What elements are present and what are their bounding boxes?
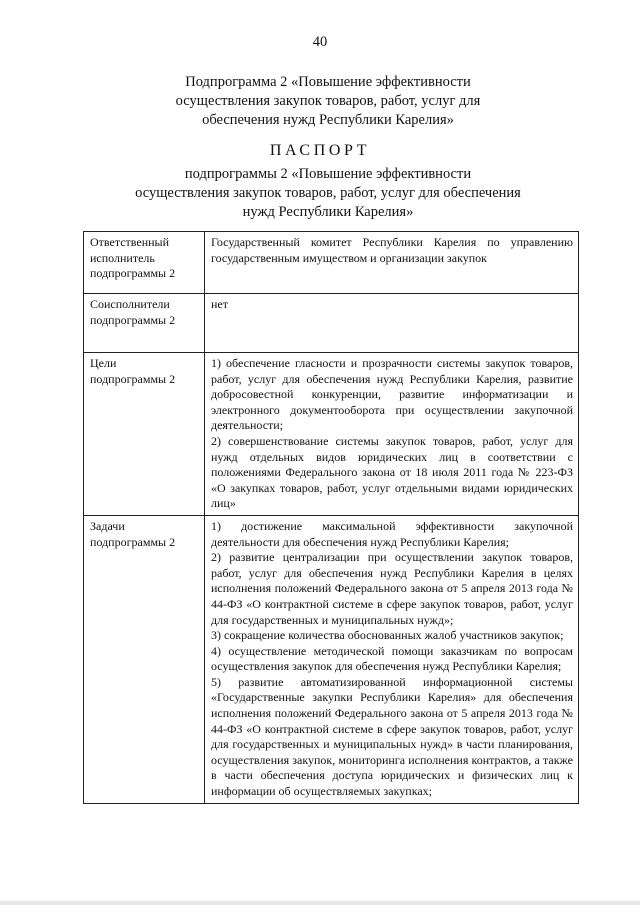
row-paragraph: 5) развитие автоматизированной информационной системы «Государственные закупки Республики Карелия» для обеспечения исполнения положений Федерального закона от 5 апреля 2013 года № 44-ФЗ «О контрактной системе в сфере закупок товаров, работ, услуг для государственных и муниципальных нужд» в части планирования, осуществления закупок, мониторинга исполнения контрактов, а также в части обеспечения доступа юридических и физических лиц к информации об осуществляемых закупках;	[211, 674, 573, 799]
row-value	[205, 353, 579, 516]
row-label-line: подпрограммы 2	[90, 312, 176, 327]
passport-subtitle-line: подпрограммы 2 «Повышение эффективности	[184, 166, 472, 182]
row-value	[205, 515, 579, 803]
row-label-line: подпрограммы 2	[90, 371, 176, 386]
row-value	[205, 232, 579, 294]
row-label	[84, 232, 205, 294]
table-row-tasks	[84, 515, 579, 803]
subprogram-heading-line: осуществления закупок товаров, работ, услуг для	[175, 93, 481, 109]
row-paragraph: нет	[211, 297, 228, 311]
page-number: 40	[312, 34, 328, 50]
table-row-goals	[84, 353, 579, 516]
passport-title: ПАСПОРТ	[269, 142, 371, 159]
row-paragraph: 1) достижение максимальной эффективности закупочной деятельности для обеспечения нужд Республики Карелия;	[211, 518, 573, 549]
row-paragraph: 1) обеспечение гласности и прозрачности системы закупок товаров, работ, услуг для обеспечения нужд Республики Карелия, развитие добросовестной конкуренции, развитие информатизации и электронного документооборота при осуществлении закупочной деятельности;	[211, 356, 573, 433]
row-value	[205, 294, 579, 353]
row-label	[84, 515, 205, 803]
row-paragraph: 3) сокращение количества обоснованных жалоб участников закупок;	[211, 628, 564, 643]
row-paragraph: Государственный комитет Республики Карелия по управлению государственным имуществом и организации закупок	[211, 235, 573, 265]
subprogram-heading	[80, 73, 576, 130]
row-paragraph: 2) совершенствование системы закупок товаров, работ, услуг для нужд отдельных видов юридических лиц в соответствии с положениями Федерального закона от 18 июля 2011 года № 223-ФЗ «О закупках товаров, работ, услуг отдельными видами юридических лиц»	[211, 433, 573, 511]
row-label-line: Соисполнители	[90, 297, 170, 311]
row-label-line: исполнитель	[90, 250, 155, 265]
passport-subtitle-line: нужд Республики Карелия»	[242, 204, 414, 220]
row-label-line: подпрограммы 2	[90, 534, 176, 549]
row-label	[84, 353, 205, 516]
passport-subtitle	[60, 165, 596, 222]
row-paragraph: 4) осуществление методической помощи заказчикам по вопросам осуществления закупок для обеспечения нужд Республики Карелия;	[211, 643, 573, 674]
row-label-line: Ответственный	[90, 235, 170, 249]
table-row-co-executors	[84, 294, 579, 353]
row-paragraph: 2) развитие централизации при осуществлении закупок товаров, работ, услуг для обеспечения нужд Республики Карелия в целях исполнения положений Федерального закона от 5 апреля 2013 года № 44-ФЗ «О контрактной системе в сфере закупок товаров, работ, услуг для государственных и муниципальных нужд»;	[211, 550, 573, 627]
passport-table	[83, 231, 579, 804]
subprogram-heading-line: Подпрограмма 2 «Повышение эффективности	[185, 74, 471, 90]
row-label-line: подпрограммы 2	[90, 266, 176, 281]
scan-edge	[0, 901, 640, 905]
row-label-line: Задачи	[90, 518, 125, 533]
row-label	[84, 294, 205, 353]
table-row-responsible-executor	[84, 232, 579, 294]
subprogram-heading-line: обеспечения нужд Республики Карелия»	[202, 112, 454, 128]
row-label-line: Цели	[90, 356, 117, 370]
passport-subtitle-line: осуществления закупок товаров, работ, услуг для обеспечения	[135, 185, 521, 201]
